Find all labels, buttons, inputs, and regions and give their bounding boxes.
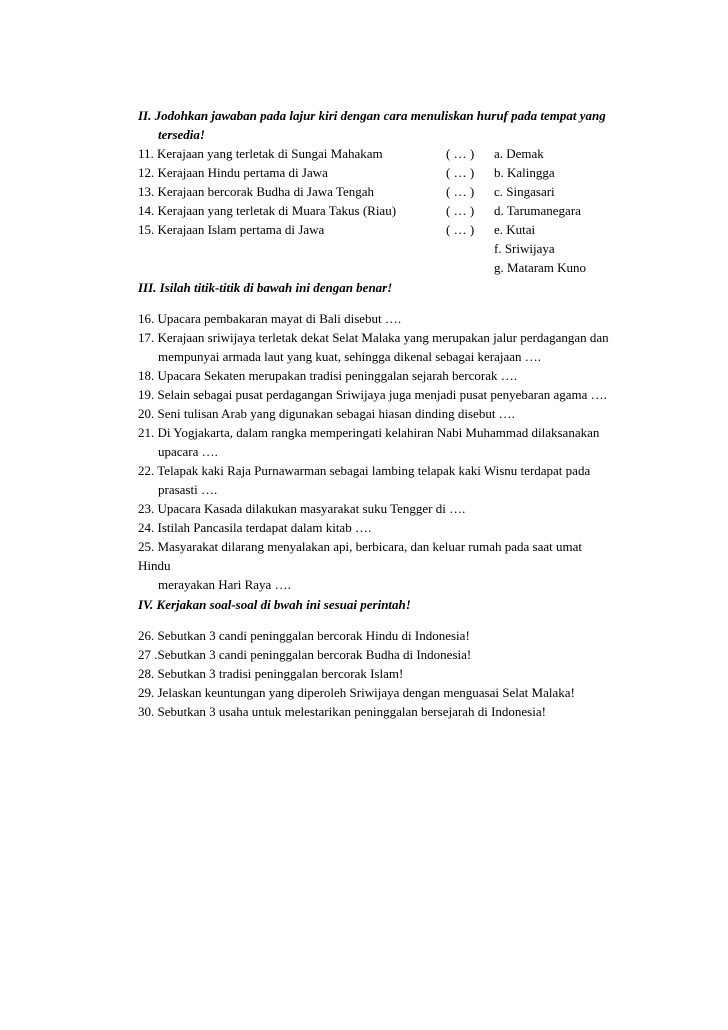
option-g: g. Mataram Kuno <box>494 260 587 275</box>
question-25-continued-2: merayakan Hari Raya …. <box>158 577 291 592</box>
option-f: f. Sriwijaya <box>494 241 555 256</box>
answer-blank-14: ( … ) <box>446 203 475 218</box>
question-17: 17. Kerajaan sriwijaya terletak dekat Selat Malaka yang merupakan jalur perdagangan dan <box>138 330 609 345</box>
section2-heading: II. Jodohkan jawaban pada lajur kiri dengan cara menuliskan huruf pada tempat yang <box>138 108 606 123</box>
question-25: 25. Masyarakat dilarang menyalakan api, berbicara, dan keluar rumah pada saat umat <box>138 539 582 554</box>
question-27: 27 .Sebutkan 3 candi peninggalan bercorak Budha di Indonesia! <box>138 647 472 662</box>
question-25-continued: Hindu <box>138 558 171 573</box>
question-15: 15. Kerajaan Islam pertama di Jawa <box>138 222 325 237</box>
question-14: 14. Kerajaan yang terletak di Muara Takus (Riau) <box>138 203 397 218</box>
question-24: 24. Istilah Pancasila terdapat dalam kitab …. <box>138 520 372 535</box>
question-21-continued: upacara …. <box>158 444 218 459</box>
section3-heading: III. Isilah titik-titik di bawah ini dengan benar! <box>138 280 393 295</box>
question-17-continued: mempunyai armada laut yang kuat, sehingga dikenal sebagai kerajaan …. <box>158 349 541 364</box>
question-18: 18. Upacara Sekaten merupakan tradisi peninggalan sejarah bercorak …. <box>138 368 518 383</box>
question-28: 28. Sebutkan 3 tradisi peninggalan bercorak Islam! <box>138 666 404 681</box>
question-11: 11. Kerajaan yang terletak di Sungai Mahakam <box>138 146 383 161</box>
option-e: e. Kutai <box>494 222 536 237</box>
option-c: c. Singasari <box>494 184 555 199</box>
answer-blank-12: ( … ) <box>446 165 475 180</box>
question-29: 29. Jelaskan keuntungan yang diperoleh Sriwijaya dengan menguasai Selat Malaka! <box>138 685 575 700</box>
option-a: a. Demak <box>494 146 544 161</box>
answer-blank-11: ( … ) <box>446 146 475 161</box>
question-26: 26. Sebutkan 3 candi peninggalan bercorak Hindu di Indonesia! <box>138 628 470 643</box>
question-21: 21. Di Yogjakarta, dalam rangka memperingati kelahiran Nabi Muhammad dilaksanakan <box>138 425 600 440</box>
option-d: d. Tarumanegara <box>494 203 581 218</box>
answer-blank-15: ( … ) <box>446 222 475 237</box>
section2-heading-continued: tersedia! <box>158 127 205 142</box>
answer-blank-13: ( … ) <box>446 184 475 199</box>
question-23: 23. Upacara Kasada dilakukan masyarakat suku Tengger di …. <box>138 501 466 516</box>
question-13: 13. Kerajaan bercorak Budha di Jawa Tengah <box>138 184 375 199</box>
section4-heading: IV. Kerjakan soal-soal di bwah ini sesuai perintah! <box>138 597 411 612</box>
option-b: b. Kalingga <box>494 165 555 180</box>
question-22: 22. Telapak kaki Raja Purnawarman sebagai lambing telapak kaki Wisnu terdapat pada <box>138 463 591 478</box>
question-20: 20. Seni tulisan Arab yang digunakan sebagai hiasan dinding disebut …. <box>138 406 515 421</box>
question-12: 12. Kerajaan Hindu pertama di Jawa <box>138 165 328 180</box>
question-30: 30. Sebutkan 3 usaha untuk melestarikan peninggalan bersejarah di Indonesia! <box>138 704 546 719</box>
question-22-continued: prasasti …. <box>158 482 218 497</box>
question-19: 19. Selain sebagai pusat perdagangan Sriwijaya juga menjadi pusat penyebaran agama …. <box>138 387 607 402</box>
question-16: 16. Upacara pembakaran mayat di Bali disebut …. <box>138 311 402 326</box>
